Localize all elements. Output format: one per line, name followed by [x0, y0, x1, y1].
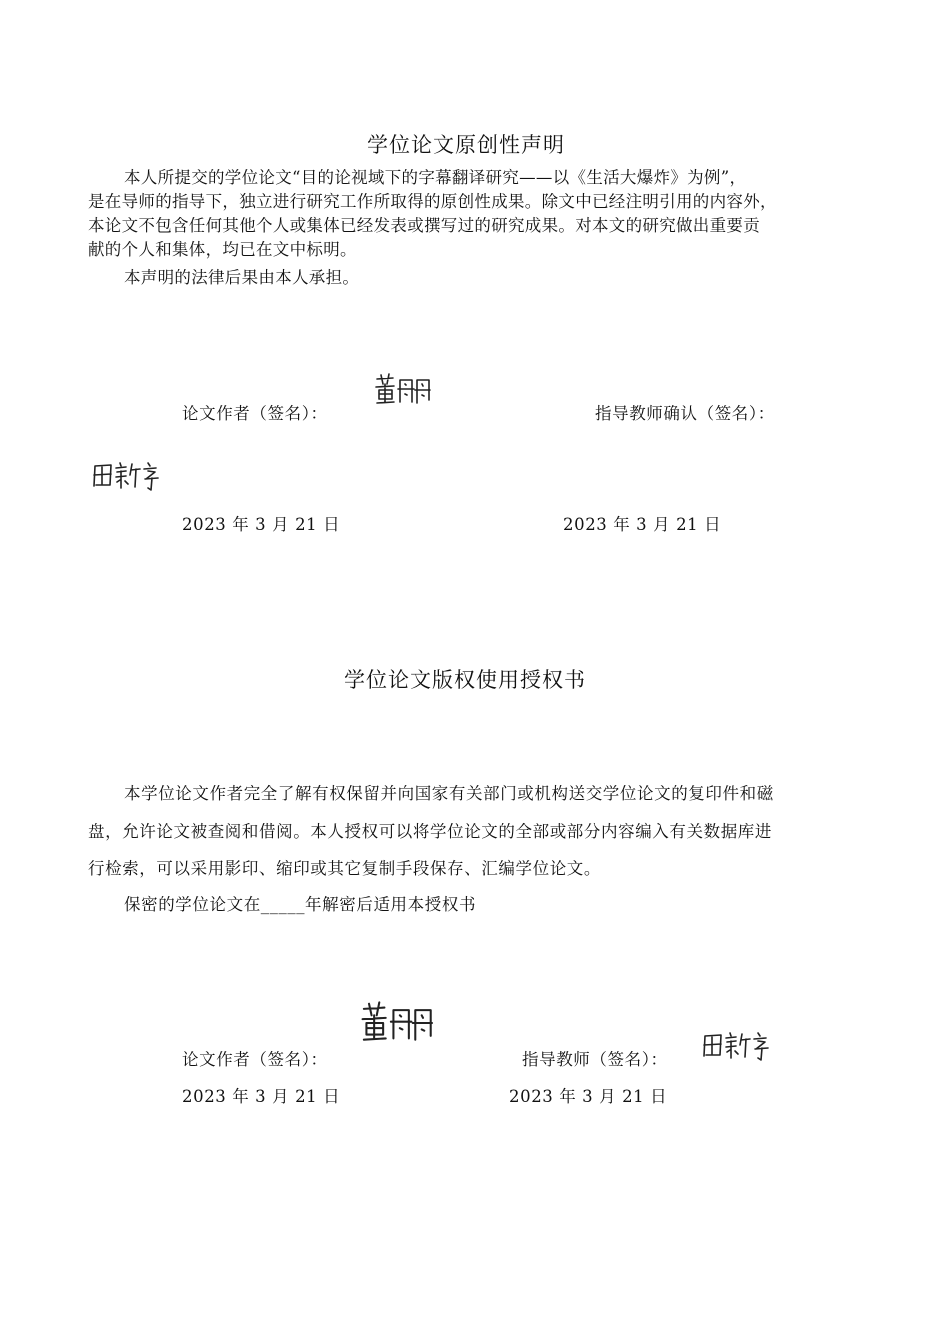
- authorization-secrecy: 保密的学位论文在_____年解密后适用本授权书: [124, 895, 477, 914]
- declaration-line-4: 献的个人和集体，均已在文中标明。: [88, 240, 357, 259]
- declaration-title: 学位论文原创性声明: [367, 133, 565, 157]
- authorization-author-date: 2023 年 3 月 21 日: [182, 1087, 341, 1106]
- author-signature-image: [374, 372, 430, 408]
- declaration-advisor-label: 指导教师确认（签名）：: [595, 404, 775, 423]
- authorization-author-label: 论文作者（签名）：: [182, 1050, 328, 1069]
- declaration-line-3: 本论文不包含任何其他个人或集体已经发表或撰写过的研究成果。对本文的研究做出重要贡: [88, 216, 760, 235]
- advisor-signature-image: [92, 460, 160, 492]
- declaration-line-1: 本人所提交的学位论文“目的论视域下的字幕翻译研究——以《生活大爆炸》为例”，: [124, 168, 747, 187]
- author-signature-image-2: [360, 998, 432, 1048]
- declaration-author-date: 2023 年 3 月 21 日: [182, 515, 341, 534]
- declaration-liability: 本声明的法律后果由本人承担。: [124, 268, 360, 287]
- authorization-line-1: 本学位论文作者完全了解有权保留并向国家有关部门或机构送交学位论文的复印件和磁: [124, 784, 774, 803]
- authorization-line-3: 行检索，可以采用影印、缩印或其它复制手段保存、汇编学位论文。: [88, 859, 601, 878]
- declaration-advisor-date: 2023 年 3 月 21 日: [563, 515, 722, 534]
- authorization-title: 学位论文版权使用授权书: [344, 668, 586, 692]
- authorization-advisor-date: 2023 年 3 月 21 日: [509, 1087, 668, 1106]
- authorization-advisor-label: 指导教师（签名）：: [522, 1050, 668, 1069]
- authorization-line-2: 盘，允许论文被查阅和借阅。本人授权可以将学位论文的全部或部分内容编入有关数据库进: [88, 822, 772, 841]
- advisor-signature-image-2: [702, 1030, 770, 1062]
- declaration-line-2: 是在导师的指导下，独立进行研究工作所取得的原创性成果。除文中已经注明引用的内容外，: [88, 192, 777, 211]
- declaration-author-label: 论文作者（签名）：: [182, 404, 328, 423]
